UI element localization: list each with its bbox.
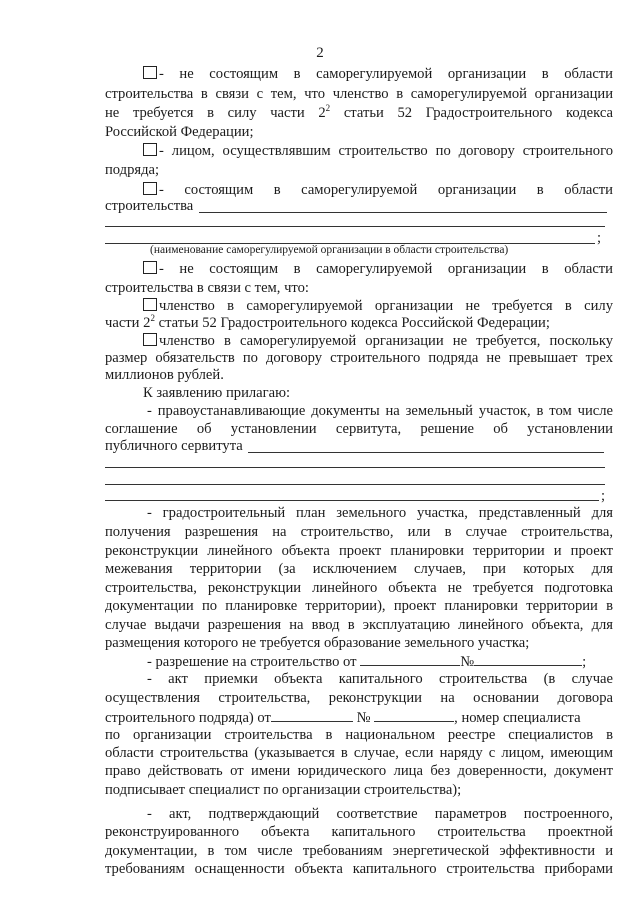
- text-line: строительства в связи с тем, что членство в саморегулируемой организации: [105, 86, 613, 102]
- text-line: строительства, реконструкции линейного объекта не требуется подготовка: [105, 580, 613, 596]
- permit-date-field[interactable]: [360, 652, 460, 666]
- act-number-field[interactable]: [374, 708, 454, 722]
- text-line: - акт приемки объекта капитального строительства (в случае: [147, 671, 613, 687]
- checkbox-in-sro[interactable]: [143, 182, 157, 195]
- checkbox-contractor[interactable]: [143, 143, 157, 156]
- text-line: межевания территории (за исключением случаев, при которых для: [105, 561, 613, 577]
- text-line: Российской Федерации;: [105, 124, 254, 140]
- acceptance-act-line: строительного подряда) от № , номер специалиста: [105, 710, 581, 726]
- option-not-required-line: членство в саморегулируемой организации не требуется в силу: [105, 298, 613, 315]
- page-number: 2: [316, 45, 324, 61]
- text-line: размещения которого не требуется образование земельного участка;: [105, 635, 530, 651]
- semicolon: ;: [597, 230, 602, 246]
- text-line: осуществления строительства, реконструкции на основании договора: [105, 690, 613, 706]
- text-line: реконструированного объекта капитального строительства проектной: [105, 824, 613, 840]
- text-line: части $2^2$ статьи 52 Градостроительного кодекса Российской Федерации;: [105, 313, 550, 331]
- servitude-field-line2[interactable]: [105, 467, 605, 468]
- text-line: строительства: [105, 198, 194, 214]
- semicolon: ;: [601, 488, 606, 504]
- text-line: требованиям оснащенности объекта капитального строительства приборами: [105, 861, 613, 877]
- text-line: области строительства (указывается в случае, если наряду с лицом, имеющим: [105, 745, 613, 761]
- text-line: подряда;: [105, 162, 160, 178]
- option-not-in-sro-reason-line: - не состоящим в саморегулируемой организации в области: [105, 261, 613, 278]
- option-under-three-million-line: членство в саморегулируемой организации не требуется, поскольку: [105, 333, 613, 350]
- sro-name-field[interactable]: [199, 212, 607, 213]
- checkbox-not-required[interactable]: [143, 298, 157, 311]
- permit-line: - разрешение на строительство от № ;: [147, 654, 587, 670]
- option-in-sro-line: - состоящим в саморегулируемой организации в области: [105, 182, 613, 199]
- text-line: случае выдачи разрешения на ввод в эксплуатацию линейного объекта, для: [105, 617, 613, 633]
- text-line: - акт, подтверждающий соответствие параметров построенного,: [147, 806, 613, 822]
- servitude-field-line4[interactable]: [105, 500, 599, 501]
- text-line: публичного сервитута: [105, 438, 243, 454]
- text-line: реконструкции линейного объекта проект планировки территории и проект: [105, 543, 613, 559]
- field-caption: (наименование саморегулируемой организации в области строительства): [150, 244, 509, 256]
- text-line: размер обязательств по договору строительного подряда не превышает трех: [105, 350, 613, 366]
- text-line: не требуется в силу части $2^2$ статьи 52 Градостроительного кодекса: [105, 103, 613, 121]
- text-line: по организации строительства в национальном реестре специалистов в: [105, 727, 613, 743]
- text-line: - градостроительный план земельного участка, представленный для: [147, 505, 613, 521]
- section-heading: К заявлению прилагаю:: [143, 385, 291, 401]
- checkbox-not-in-sro[interactable]: [143, 66, 157, 79]
- text-line: подписывает специалист по организации строительства);: [105, 782, 462, 798]
- sro-name-field-line2[interactable]: [105, 226, 605, 227]
- checkbox-under-three-million[interactable]: [143, 333, 157, 346]
- text-line: документации по планировке территории), проект планировки территории в: [105, 598, 613, 614]
- act-date-field[interactable]: [271, 708, 353, 722]
- text-line: документации, в том числе требованиям энергетической эффективности и: [105, 843, 613, 859]
- option-not-in-sro-line: - не состоящим в саморегулируемой организации в области: [105, 66, 613, 83]
- text-line: строительства в связи с тем, что:: [105, 280, 309, 296]
- text-line: соглашение об установлении сервитута, решение об установлении: [105, 421, 613, 437]
- servitude-field[interactable]: [248, 452, 604, 453]
- permit-number-field[interactable]: [474, 652, 582, 666]
- servitude-field-line3[interactable]: [105, 484, 605, 485]
- option-contractor-line: - лицом, осуществлявшим строительство по договору строительного: [105, 143, 613, 160]
- text-line: - правоустанавливающие документы на земельный участок, в том числе: [147, 403, 613, 419]
- text-line: миллионов рублей.: [105, 367, 224, 383]
- checkbox-not-in-sro-reason[interactable]: [143, 261, 157, 274]
- text-line: получения разрешения на строительство, или в случае строительства,: [105, 524, 613, 540]
- text-line: право действовать от имени юридического лица без доверенности, документ: [105, 763, 613, 779]
